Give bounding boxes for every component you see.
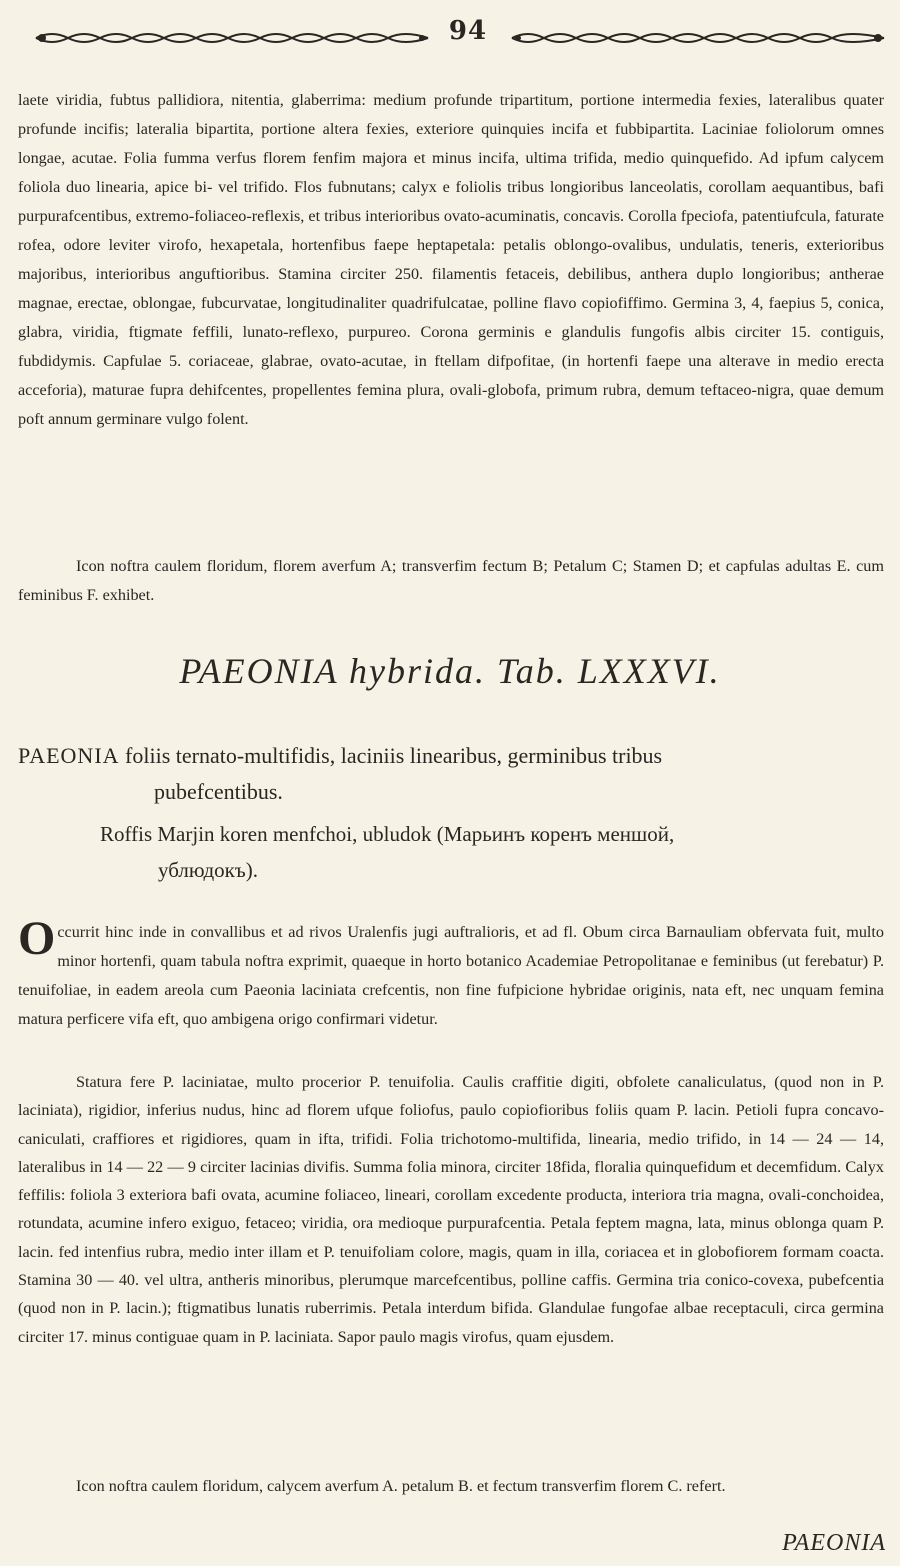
section-title: PAEONIA hybrida. Tab. LXXXVI. [179,651,721,691]
species-diagnosis [18,738,884,810]
russian-name-line2: ублюдокъ). [158,858,258,882]
catchword: PAEONIA [782,1530,886,1556]
paragraph-statura: Statura fere P. laciniatae, multo procerior P. tenuifolia. Caulis craffitie digiti, obfolete canaliculatus, (quod non in P. laciniata), rigidior, inferius nudus, hinc ad florem ufque foliofus, paulo copiofioribus foliis quam P. lacin. Petioli fupra concavo-caniculati, craffiores et rigidiores, quam in ifta, trifidi. Folia trichotomo-multifida, linearia, medio trifido, in 14 — 24 — 14, lateralibus in 14 — 22 — 9 circiter lacinias divifis. Summa folia minora, circiter 18fida, floralia quinquefidum et decemfidum. Calyx feffilis: foliola 3 exteriora bafi ovata, acumine foliaceo, lineari, corollam excedente producta, interiora tria magna, ovali-conchoidea, rotundata, acumine infero exiguo, fetaceo; viridia, ora medioque purpurafcentia. Petala feptem magna, lata, minus oblonga quam P. lacin. fed intenfius rubra, medio inter illam et P. tenuifoliam colore, magis, quam in illa, coriacea et in globofiorem formam coacta. Stamina 30 — 40. vel ultra, antheris minoribus, plerumque marcefcentibus, polline caffis. Germina tria conico-covexa, pubefcentia (quod non in P. lacin.); ftigmatibus lunatis ruberrimis. Petala interdum bifida. Glandulae fungofae albae receptaculi, circa germina circiter 17. minus contiguae quam in P. laciniata. Sapor paulo magis virofus, quam ejusdem. [18,1073,884,1346]
diagnosis-line2: pubefcentibus. [154,779,283,804]
russian-name [100,816,884,888]
paragraph-continued: laete viridia, fubtus pallidiora, nitentia, glaberrima: medium profunde tripartitum, portione intermedia fexies, lateralibus quater profunde incifis; lateralia bipartita, portione altera fexies, exteriore quinquies incifa et fubbipartita. Laciniae foliolorum omnes longae, acutae. Folia fumma verfus florem fenfim majora et minus incifa, ultima trifida, medio quinquefido. Ad ipfum calycem foliola duo linearia, apice bi- vel trifido. Flos fubnutans; calyx e foliolis tribus longioribus lanceolatis, corollam aequantibus, bafi purpurafcentibus, extremo-foliaceo-reflexis, et tribus interioribus ovato-acuminatis, concavis. Corolla fpeciofa, patentiufcula, faturate rofea, odore leviter virofo, hexapetala, hortenfibus faepe heptapetala: petalis oblongo-ovalibus, undulatis, teneris, exterioribus majoribus, interioribus anguftioribus. Stamina circiter 250. filamentis fetaceis, debilibus, anthera duplo longioribus; antherae magnae, erectae, oblongae, fubcurvatae, longitudinaliter quadrifulcatae, polline flavo copiofiffimo. Germina 3, 4, faepius 5, conica, glabra, viridia, ftigmate feffili, lunato-reflexo, purpureo. Corona germinis e glandulis fungofis albis circiter 15. contiguis, fubdidymis. Capfulae 5. coriaceae, glabrae, ovato-acutae, in ftellam difpofitae, (in hortenfi faepe una alterave in medio erecta acceforia), maturae fupra dehifcentes, propellentes femina plura, ovali-globofa, primum rubra, demum teftaceo-nigra, quae demum poft annum germinare vulgo folent. [18,91,884,428]
russian-name-line1: Roffis Marjin koren menfchoi, ubludok (Марьинъ коренъ меншой, [100,822,675,846]
icon-caption [18,1472,884,1501]
continued-description [18,86,884,434]
ornament-left-icon [32,28,432,48]
page-header [20,14,880,54]
page-number: 94 [448,16,488,46]
paragraph-icon-prev: Icon noftra caulem floridum, florem averfum A; transverfim fectum B; Petalum C; Stamen D; et capfulas adultas E. cum feminibus F. exhibet. [18,557,884,604]
morphology-description [18,1068,884,1351]
drop-cap: O [18,912,56,965]
diagnosis-line1: foliis ternato-multifidis, laciniis linearibus, germinibus tribus [125,743,663,768]
habitat-description [18,912,884,1034]
paragraph-icon: Icon noftra caulem floridum, calycem averfum A. petalum B. et fectum transverfim florem C. refert. [76,1477,726,1495]
icon-caption-prev [18,552,884,610]
genus-name: PAEONIA [18,743,120,768]
ornament-right-icon [508,28,888,48]
paragraph-occurrit: ccurrit hinc inde in convallibus et ad rivos Uralenfis jugi auftralioris, et ad fl. Obum circa Barnauliam obfervata fuit, multo minor hortenfi, quam tabula noftra exprimit, quaeque in horto botanico Academiae Petropolitanae e feminibus (ut ferebatur) P. tenuifoliae, in eadem areola cum Paeonia laciniata crefcentis, non fine fufpicione hybridae originis, nata eft, nec unquam femina matura perficere vifa eft, quo ambigena origo confirmari videtur. [18,923,884,1028]
